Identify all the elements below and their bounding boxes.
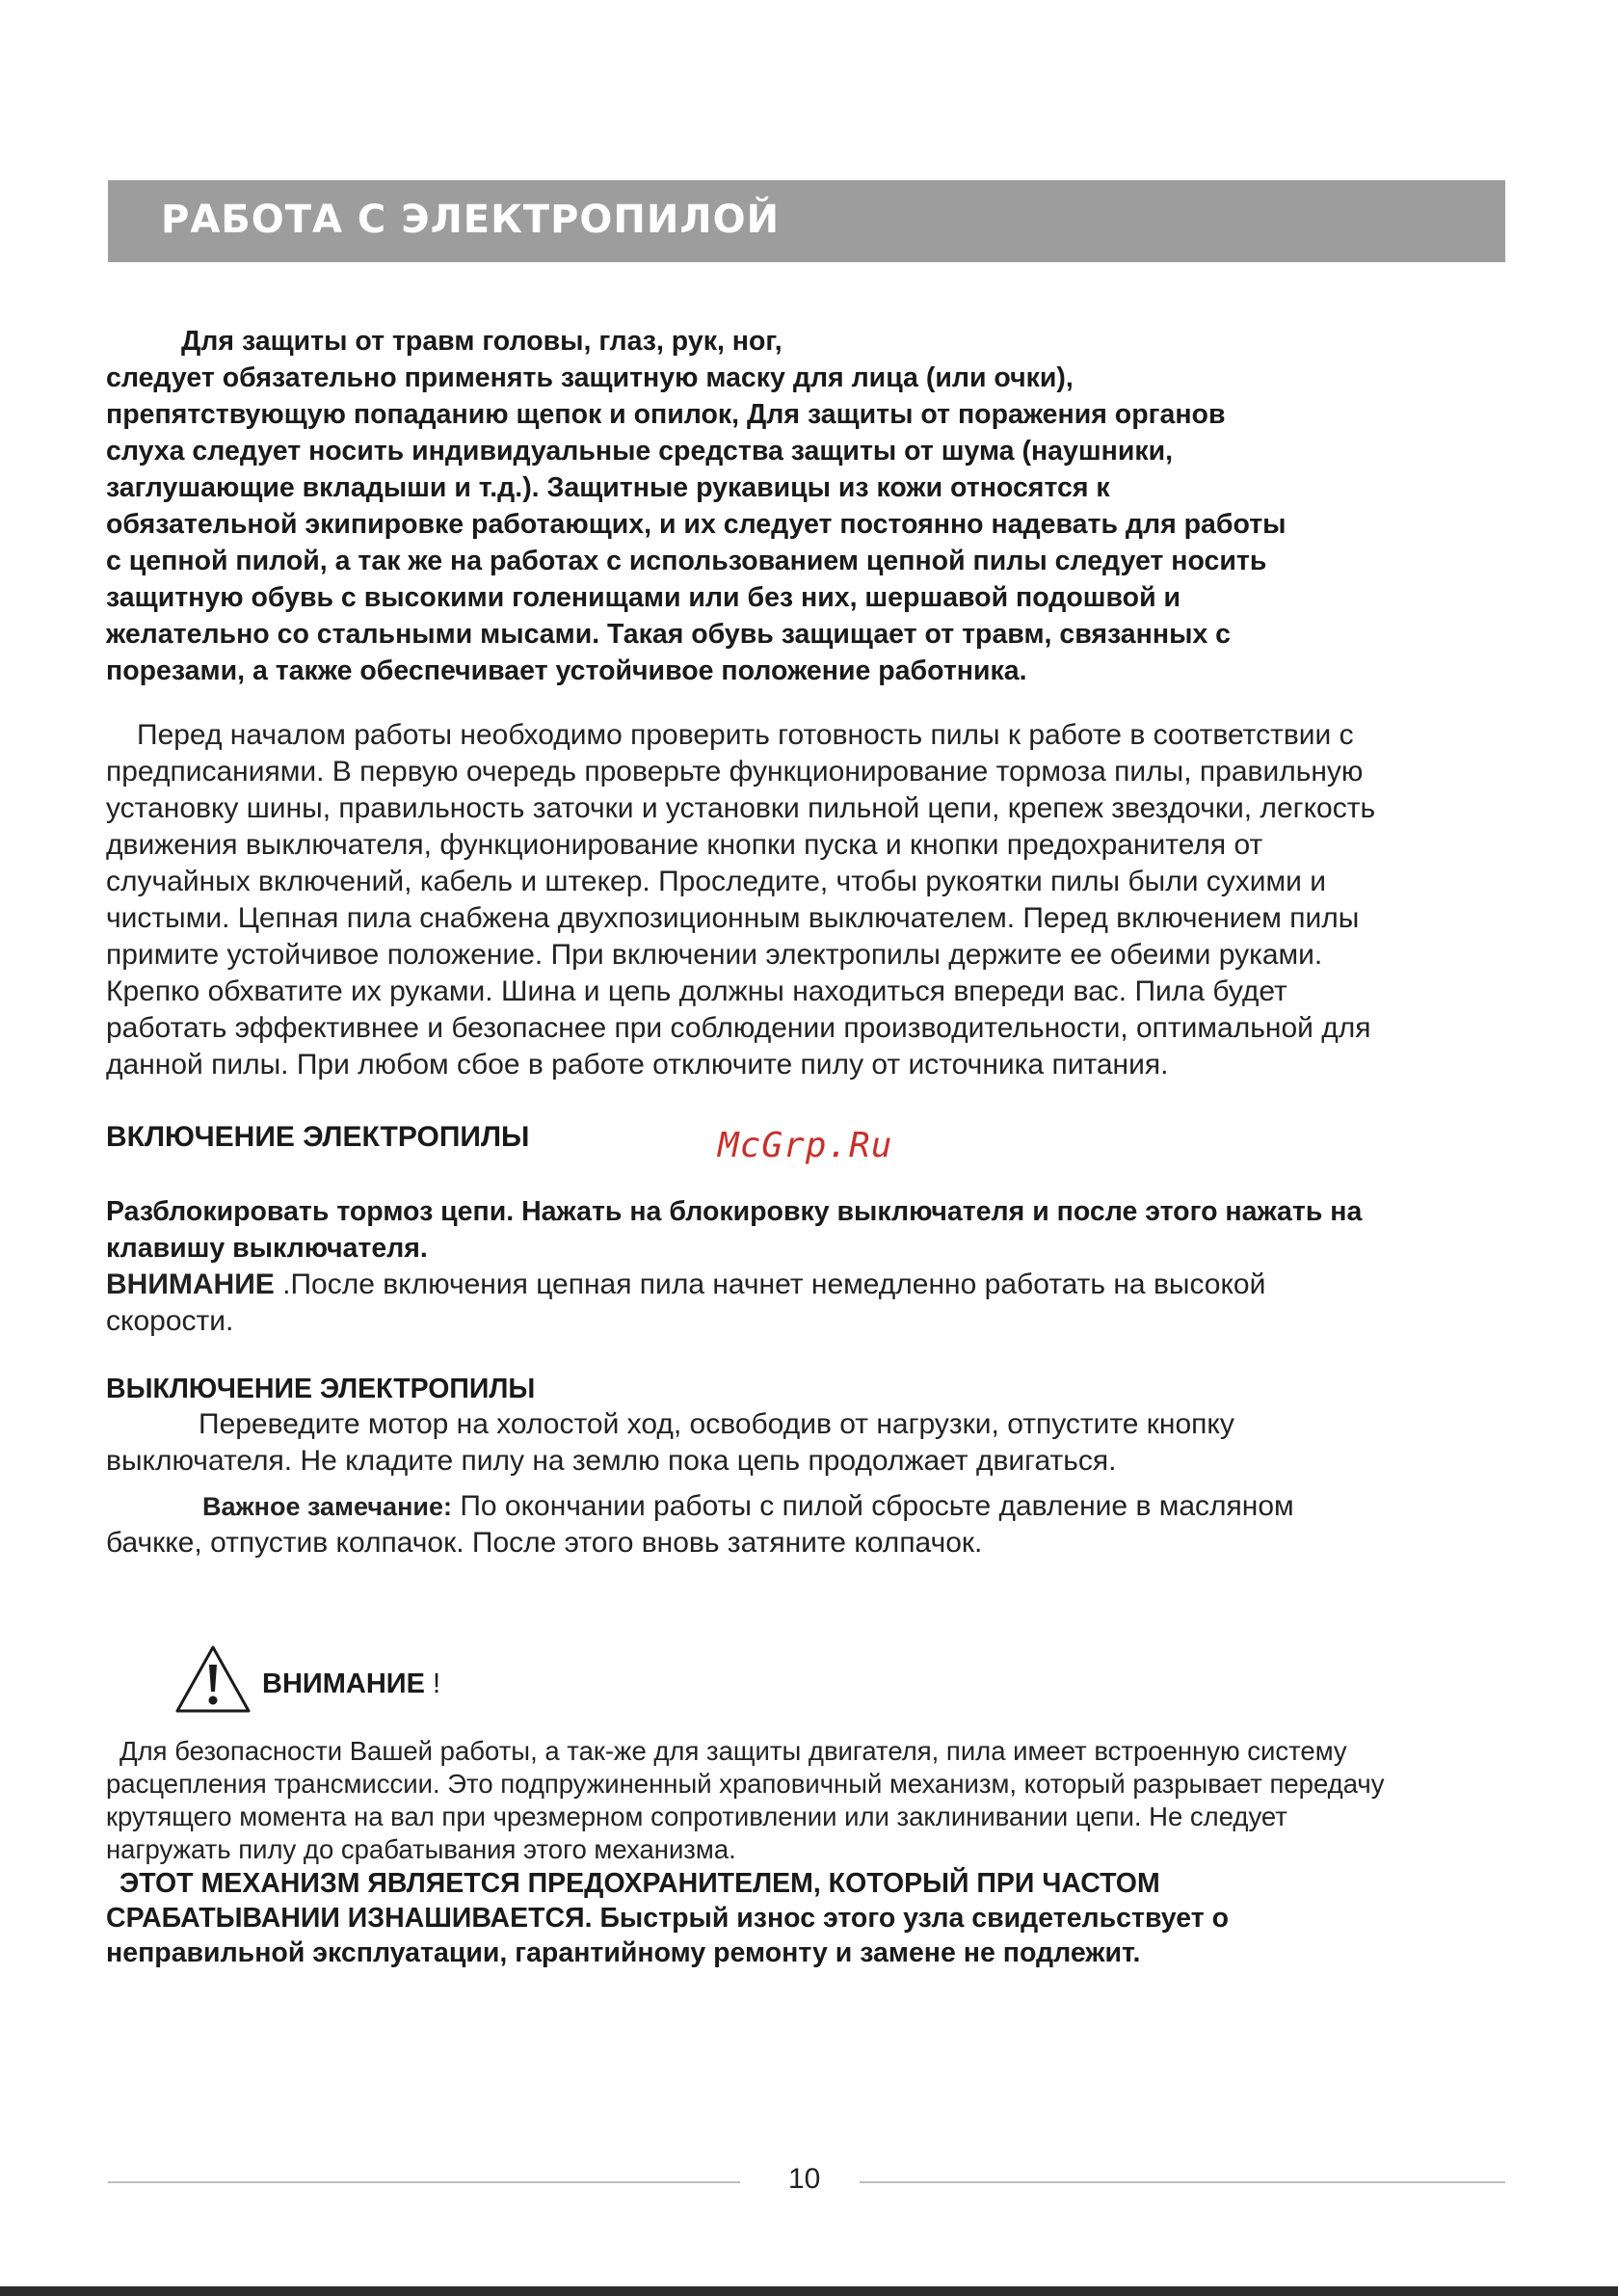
footer-divider-left bbox=[108, 2181, 740, 2183]
switch-on-line: клавишу выключателя. bbox=[106, 1233, 428, 1264]
warning-line: расцепления трансмиссии. Это подпружиненный храповичный механизм, который разрывает передачу bbox=[106, 1769, 1385, 1799]
note-label: Важное замечание: bbox=[202, 1492, 452, 1521]
footer-divider-right bbox=[860, 2181, 1505, 2183]
warning-bold-line: ЭТОТ МЕХАНИЗМ ЯВЛЯЕТСЯ ПРЕДОХРАНИТЕЛЕМ, КОТОРЫЙ ПРИ ЧАСТОМ bbox=[119, 1868, 1160, 1899]
intro-line: с цепной пилой, а так же на работах с использованием цепной пилы следует носить bbox=[106, 546, 1267, 576]
warning-line: крутящего момента на вал при чрезмерном сопротивлении или заклинивании цепи. Не следует bbox=[106, 1802, 1287, 1831]
intro-line: слуха следует носить индивидуальные средства защиты от шума (наушники, bbox=[106, 436, 1174, 467]
safety-equipment-paragraph bbox=[106, 323, 1523, 689]
switch-on-heading: ВКЛЮЧЕНИЕ ЭЛЕКТРОПИЛЫ bbox=[106, 1121, 530, 1153]
note-line: бачкке, отпустив колпачок. После этого вновь затяните колпачок. bbox=[106, 1527, 983, 1559]
page-title: РАБОТА С ЭЛЕКТРОПИЛОЙ bbox=[161, 198, 781, 242]
section-header-band bbox=[108, 180, 1505, 262]
note-line bbox=[106, 1488, 1523, 1525]
switch-off-line: выключателя. Не кладите пилу на землю пока цепь продолжает двигаться. bbox=[106, 1445, 1117, 1477]
attention-label: ВНИМАНИЕ bbox=[106, 1268, 275, 1300]
page-number: 10 bbox=[788, 2163, 821, 2195]
switch-on-line: Разблокировать тормоз цепи. Нажать на блокировку выключателя и после этого нажать на bbox=[106, 1196, 1363, 1227]
switch-on-instructions bbox=[106, 1193, 1523, 1340]
warning-triangle-icon bbox=[173, 1643, 252, 1715]
intro-line: препятствующую попаданию щепок и опилок, Для защиты от поражения органов bbox=[106, 399, 1226, 430]
warning-label-text: ВНИМАНИЕ bbox=[262, 1669, 425, 1699]
check-line: работать эффективнее и безопаснее при соблюдении производительности, оптимальной для bbox=[106, 1012, 1371, 1044]
intro-line: Для защиты от травм головы, глаз, рук, ног, bbox=[181, 326, 782, 357]
check-line: движения выключателя, функционирование кнопки пуска и кнопки предохранителя от bbox=[106, 829, 1263, 861]
warning-label bbox=[262, 1669, 440, 1700]
intro-line: порезами, а также обеспечивает устойчивое положение работника. bbox=[106, 655, 1027, 686]
switch-off-instructions bbox=[106, 1406, 1523, 1480]
switch-on-attention bbox=[106, 1267, 1523, 1303]
warning-line: нагружать пилу до срабатывания этого механизма. bbox=[106, 1834, 736, 1864]
scan-bottom-edge bbox=[0, 2286, 1618, 2296]
check-line: Перед началом работы необходимо проверить готовность пилы к работе в соответствии с bbox=[137, 719, 1354, 751]
pre-work-check-paragraph bbox=[106, 717, 1523, 1083]
note-text: По окончании работы с пилой сбросьте давление в масляном bbox=[451, 1490, 1294, 1522]
check-line: данной пилы. При любом сбое в работе отключите пилу от источника питания. bbox=[106, 1049, 1169, 1081]
switch-off-heading: ВЫКЛЮЧЕНИЕ ЭЛЕКТРОПИЛЫ bbox=[106, 1374, 536, 1404]
attention-text: .После включения цепная пила начнет немедленно работать на высокой bbox=[274, 1268, 1266, 1300]
warning-label-suffix: ! bbox=[424, 1669, 441, 1699]
check-line: примите устойчивое положение. При включении электропилы держите ее обеими руками. bbox=[106, 939, 1323, 971]
important-note bbox=[106, 1488, 1523, 1562]
watermark-link[interactable]: McGrp.Ru bbox=[718, 1126, 893, 1165]
warning-bold-line: неправильной эксплуатации, гарантийному ремонту и замене не подлежит. bbox=[106, 1937, 1141, 1968]
warning-body bbox=[106, 1735, 1523, 1970]
check-line: Крепко обхватите их руками. Шина и цепь должны находиться впереди вас. Пила будет bbox=[106, 975, 1287, 1007]
switch-off-line: Переведите мотор на холостой ход, освободив от нагрузки, отпустите кнопку bbox=[199, 1408, 1234, 1440]
warning-line: Для безопасности Вашей работы, а так-же для защиты двигателя, пила имеет встроенную систему bbox=[119, 1736, 1347, 1766]
intro-line: желательно со стальными мысами. Такая обувь защищает от травм, связанных с bbox=[106, 619, 1232, 650]
check-line: предписаниями. В первую очередь проверьте функционирование тормоза пилы, правильную bbox=[106, 756, 1364, 788]
check-line: чистыми. Цепная пила снабжена двухпозиционным выключателем. Перед включением пилы bbox=[106, 902, 1360, 934]
check-line: случайных включений, кабель и штекер. Проследите, чтобы рукоятки пилы были сухими и bbox=[106, 866, 1327, 897]
intro-line: защитную обувь с высокими голенищами или без них, шершавой подошвой и bbox=[106, 582, 1181, 613]
intro-line: следует обязательно применять защитную маску для лица (или очки), bbox=[106, 362, 1074, 393]
attention-text-cont: скорости. bbox=[106, 1305, 234, 1337]
intro-line: заглушающие вкладыши и т.д.). Защитные рукавицы из кожи относятся к bbox=[106, 472, 1110, 503]
intro-line: обязательной экипировке работающих, и их следует постоянно надевать для работы bbox=[106, 509, 1286, 540]
warning-bold-line: СРАБАТЫВАНИИ ИЗНАШИВАЕТСЯ. Быстрый износ этого узла свидетельствует о bbox=[106, 1903, 1230, 1934]
check-line: установку шины, правильность заточки и установки пильной цепи, крепеж звездочки, легкость bbox=[106, 792, 1376, 824]
